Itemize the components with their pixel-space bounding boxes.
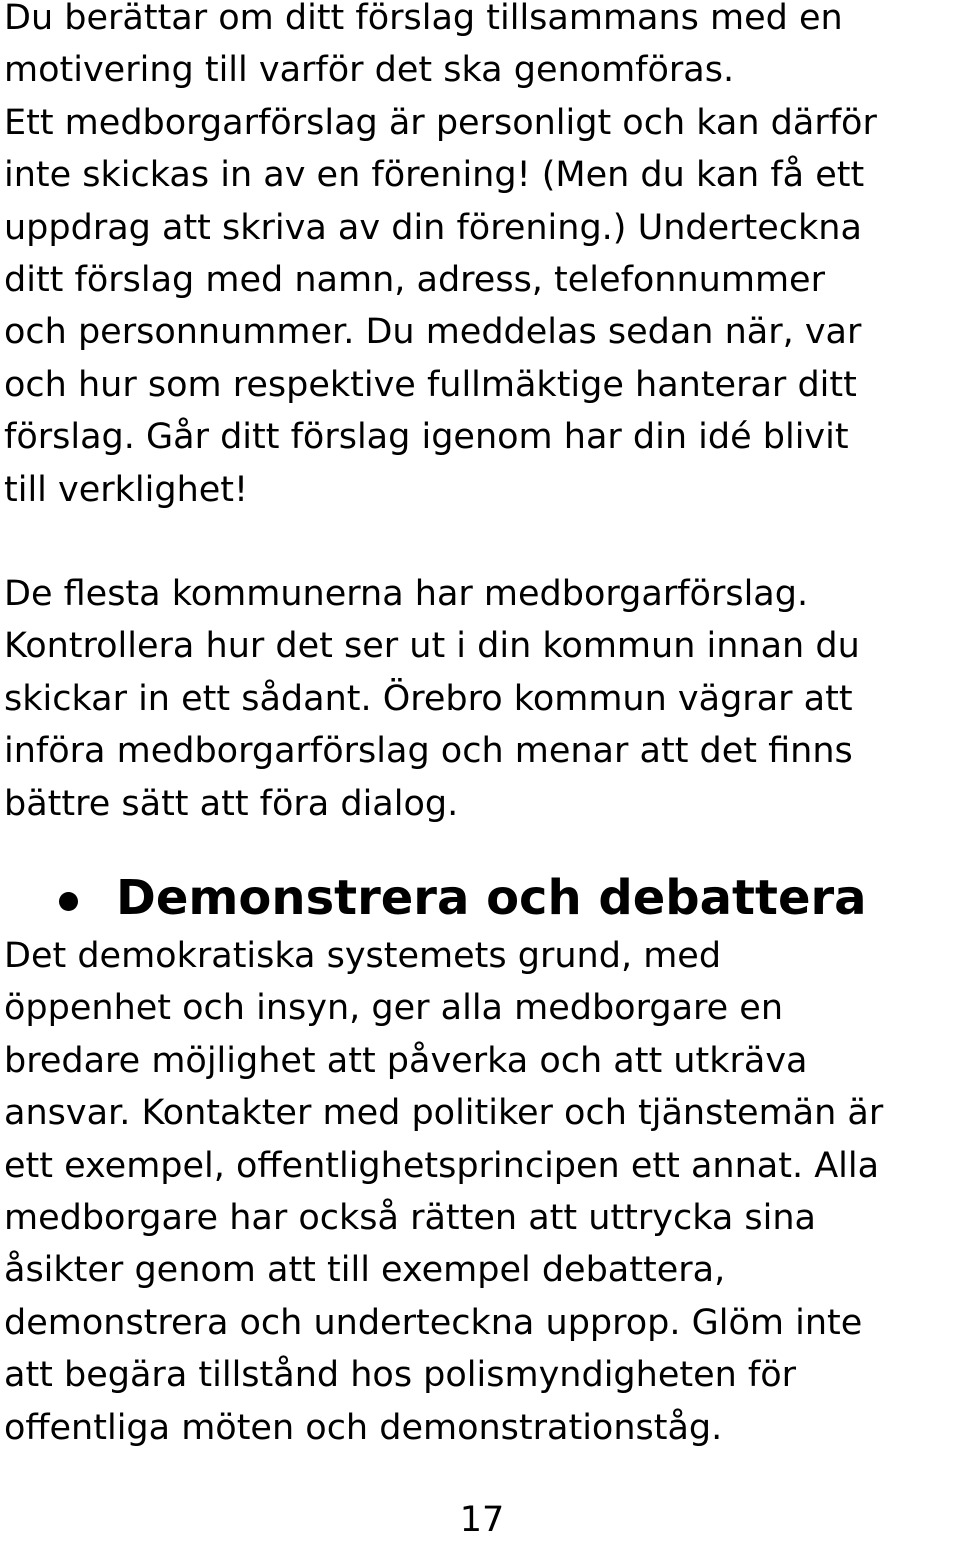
text-line: förslag. Går ditt förslag igenom har din idé blivit — [4, 417, 849, 458]
paragraph-demokratiska-systemet — [4, 930, 960, 1454]
text-line: demonstrera och underteckna upprop. Glöm inte — [4, 1302, 863, 1343]
text-line: ett exempel, offentlighetsprincipen ett annat. Alla — [4, 1145, 880, 1186]
text-line: offentliga möten och demonstrationståg. — [4, 1407, 723, 1448]
page-number: 17 — [459, 1500, 505, 1540]
text-line: motivering till varför det ska genomföras. — [4, 50, 735, 91]
text-line: De flesta kommunerna har medborgarförslag. — [4, 574, 809, 614]
text-line: ansvar. Kontakter med politiker och tjänstemän är — [4, 1093, 884, 1134]
text-line: Det demokratiska systemets grund, med — [4, 936, 722, 976]
bullet-icon — [59, 892, 78, 911]
text-line: skickar in ett sådant. Örebro kommun vägrar att — [4, 678, 853, 719]
text-line: åsikter genom att till exempel debattera, — [4, 1250, 726, 1291]
text-line: inte skickas in av en förening! (Men du kan få ett — [4, 155, 865, 196]
paragraph-medborgarforslag-intro — [4, 0, 960, 516]
paragraph-kommuner — [4, 568, 960, 830]
text-line: ditt förslag med namn, adress, telefonnummer — [4, 259, 825, 300]
section-heading — [0, 866, 960, 930]
text-line: bredare möjlighet att påverka och att utkräva — [4, 1040, 808, 1081]
text-line: bättre sätt att föra dialog. — [4, 783, 459, 824]
text-line: till verklighet! — [4, 469, 249, 510]
text-line: Ett medborgarförslag är personligt och kan därför — [4, 102, 877, 143]
text-line: och personnummer. Du meddelas sedan när, var — [4, 312, 862, 353]
text-line: och hur som respektive fullmäktige hanterar ditt — [4, 364, 857, 405]
text-line: att begära tillstånd hos polismyndigheten för — [4, 1355, 797, 1396]
text-line: öppenhet och insyn, ger alla medborgare en — [4, 988, 784, 1029]
section-heading-text: Demonstrera och debattera — [116, 870, 867, 926]
text-line: Du berättar om ditt förslag tillsammans med en — [4, 0, 843, 38]
text-line: Kontrollera hur det ser ut i din kommun innan du — [4, 626, 860, 667]
text-line: medborgare har också rätten att uttrycka sina — [4, 1197, 817, 1238]
text-line: införa medborgarförslag och menar att det finns — [4, 731, 853, 772]
text-line: uppdrag att skriva av din förening.) Underteckna — [4, 207, 862, 248]
